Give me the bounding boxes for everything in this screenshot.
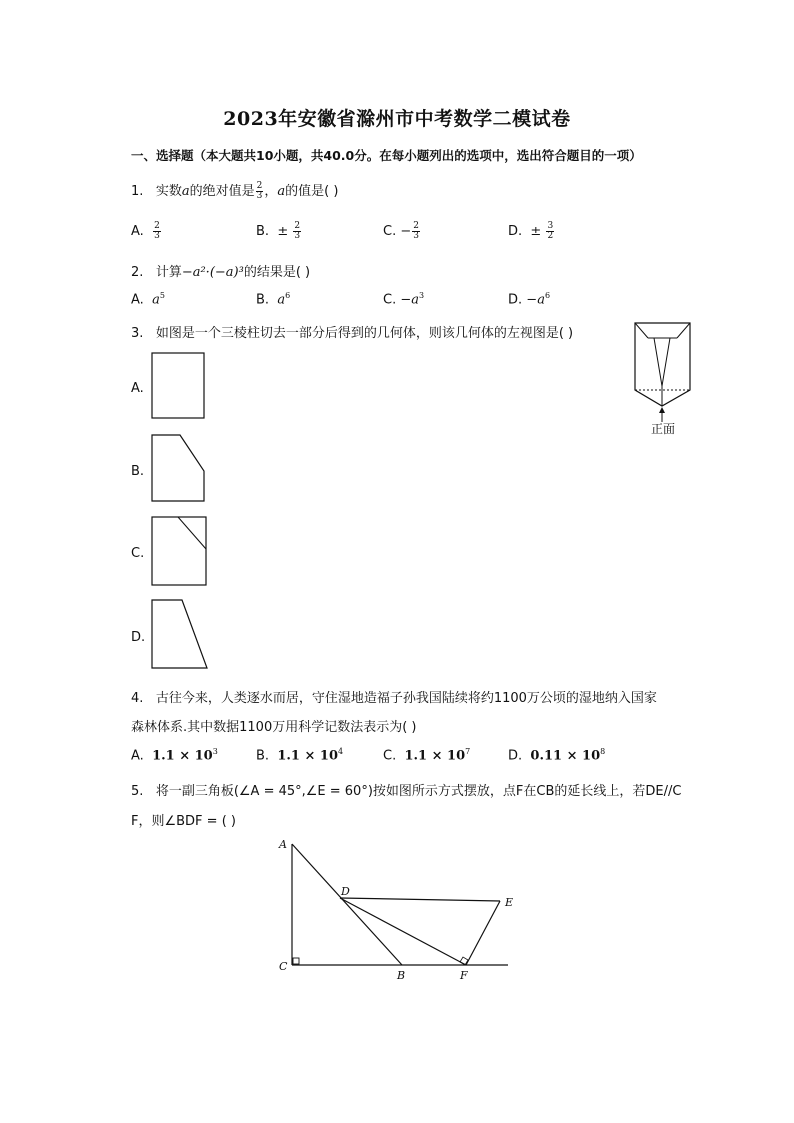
fraction (256, 182, 264, 201)
q3-option-b-label[interactable]: B. (131, 464, 145, 479)
question-text: 的绝对值是 (189, 184, 255, 199)
math-var: a (181, 184, 190, 199)
point-label-b: B (397, 969, 406, 982)
point-label-e: E (505, 896, 514, 909)
point-label-a: A (279, 838, 287, 851)
q2-option-a[interactable] (131, 291, 165, 307)
section-heading: 一、选择题（本大题共10小题，共40.0分。在每小题列出的选项中，选出符合题目的一项） (131, 148, 642, 163)
question-text: 古往今来，人类逐水而居，守住湿地造福子孙我国陆续将约1100万公顷的湿地纳入国家 (155, 691, 657, 706)
triangle-figure (270, 832, 520, 984)
exponent: 6 (285, 291, 291, 300)
option-letter: C. (383, 292, 397, 308)
prism-cut-face (654, 338, 670, 386)
question-number: 3. (131, 326, 144, 341)
segment-ab (292, 844, 402, 965)
option-sign: − (400, 224, 412, 239)
mantissa: 1.1 (277, 748, 300, 764)
math-var: a (411, 292, 420, 308)
option-letter: B. (256, 748, 270, 764)
point-label-d: D (341, 885, 350, 898)
exponent: 5 (159, 291, 165, 300)
question-4-line-1 (131, 687, 657, 706)
option-letter: D. (508, 292, 523, 308)
prism-edge (677, 323, 690, 338)
question-text: ， (264, 184, 278, 199)
q3-option-d-shape[interactable] (150, 598, 212, 672)
math-var: a (277, 292, 286, 308)
exponent: 3 (419, 291, 425, 300)
point-label-c: C (279, 960, 288, 973)
times-ten: × 10 (566, 748, 601, 764)
math-expression: −a²·(−a)³ (181, 265, 244, 280)
q2-option-d[interactable] (508, 291, 550, 307)
page-title: 2023年安徽省滁州市中考数学二模试卷 (223, 108, 571, 130)
q2-option-b[interactable] (256, 291, 290, 307)
option-letter: A. (131, 292, 144, 308)
mantissa: 0.11 (530, 748, 563, 764)
q1-option-a[interactable] (131, 222, 162, 241)
fraction-numerator: 2 (154, 221, 160, 231)
fraction-denominator: 3 (294, 231, 301, 241)
question-text: 如图是一个三棱柱切去一部分后得到的几何体，则该几何体的左视图是( ) (155, 326, 574, 341)
fraction (153, 222, 161, 241)
q1-option-d[interactable] (508, 222, 555, 241)
right-angle-c-icon (293, 958, 299, 964)
fraction-numerator: 2 (413, 221, 419, 231)
q3-option-c-shape[interactable] (150, 515, 208, 587)
arrow-head-icon (659, 407, 665, 413)
question-text: 的结果是( ) (243, 265, 311, 280)
times-ten: × 10 (431, 748, 466, 764)
point-label-f: F (460, 969, 468, 982)
front-label: 正面 (651, 422, 676, 436)
fraction-numerator: 2 (256, 181, 263, 191)
option-letter: A. (131, 224, 144, 239)
exponent: 3 (212, 747, 218, 756)
fraction-denominator: 3 (413, 231, 419, 241)
option-letter: D. (508, 748, 523, 764)
question-5-line-2: F，则∠BDF = ( ) (131, 814, 236, 829)
question-4-line-2: 森林体系.其中数据1100万用科学记数法表示为( ) (131, 720, 417, 735)
prism-edge (635, 323, 648, 338)
mantissa: 1.1 (404, 748, 428, 764)
q4-option-d[interactable] (508, 747, 605, 763)
option-letter: A. (131, 748, 144, 764)
mantissa: 1.1 (152, 748, 175, 764)
question-1 (131, 180, 338, 201)
option-sign: ± (277, 224, 289, 239)
q3-option-d-label[interactable]: D. (131, 630, 146, 645)
fraction (412, 222, 420, 241)
fraction-denominator: 2 (547, 231, 554, 241)
question-text: 将一副三角板(∠A = 45°,∠E = 60°)按如图所示方式摆放，点F在CB的延长线上，若DE//C (155, 784, 682, 799)
question-number: 4. (131, 691, 144, 706)
fraction-denominator: 3 (154, 231, 160, 241)
times-ten: × 10 (179, 748, 213, 764)
question-text: 计算 (155, 265, 182, 280)
q4-option-c[interactable] (383, 747, 470, 763)
q1-option-b[interactable] (256, 222, 302, 241)
option-letter: B. (256, 292, 270, 308)
option-letter: D. (508, 224, 523, 239)
segment-ef (466, 901, 500, 965)
option-letter: B. (256, 224, 270, 239)
math-var: a (537, 292, 545, 308)
question-5-line-1 (131, 780, 681, 799)
option-sign: − (400, 292, 412, 308)
q4-option-a[interactable] (131, 747, 218, 763)
question-text: 的值是( ) (285, 184, 339, 199)
q3-option-a-shape[interactable] (150, 351, 208, 421)
option-sign: − (526, 292, 538, 308)
math-var: a (277, 184, 286, 199)
q4-option-b[interactable] (256, 747, 343, 763)
segment-df (340, 898, 466, 965)
option-letter: C. (383, 748, 397, 764)
fraction-denominator: 3 (256, 191, 263, 201)
exponent: 8 (600, 747, 606, 756)
question-number: 1. (131, 184, 144, 199)
q2-option-c[interactable] (383, 291, 424, 307)
math-var: a (152, 292, 160, 308)
question-number: 2. (131, 265, 144, 280)
exponent: 7 (465, 747, 471, 756)
option-sign: ± (530, 224, 542, 239)
fraction-numerator: 3 (547, 221, 554, 231)
times-ten: × 10 (304, 748, 338, 764)
fraction (546, 222, 554, 241)
option-letter: C. (383, 224, 397, 239)
fraction (293, 222, 301, 241)
q1-option-c[interactable] (383, 222, 421, 241)
exponent: 4 (338, 747, 344, 756)
question-number: 5. (131, 784, 144, 799)
segment-de (340, 898, 500, 901)
exponent: 6 (544, 291, 551, 300)
question-3 (131, 322, 573, 341)
fraction-numerator: 2 (294, 221, 301, 231)
q3-option-c-label[interactable]: C. (131, 546, 145, 561)
question-text: 实数 (155, 184, 182, 199)
question-2 (131, 261, 310, 280)
q3-option-a-label[interactable]: A. (131, 381, 144, 396)
q3-option-b-shape[interactable] (150, 433, 208, 503)
